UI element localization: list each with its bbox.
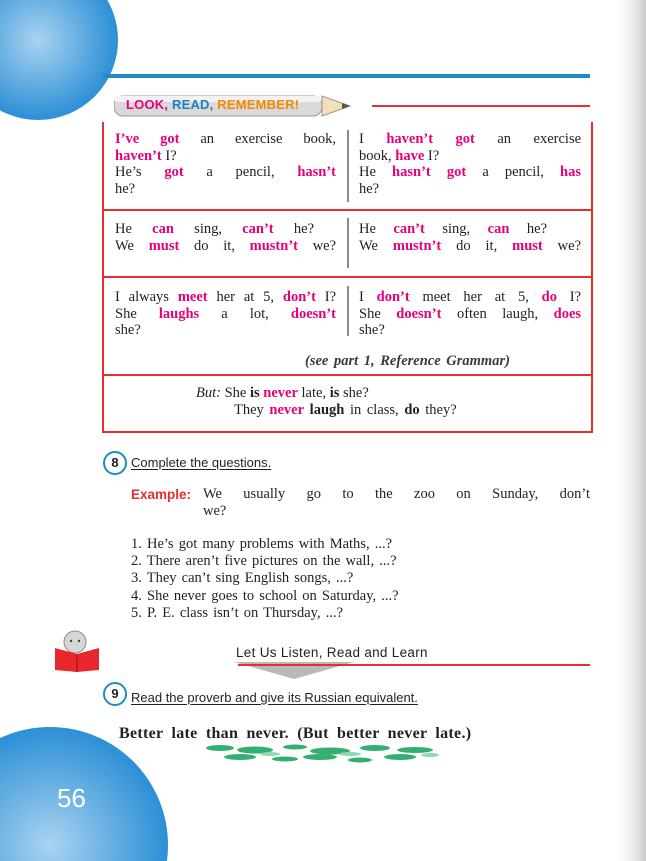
example-line: We usually go to the zoo on Sunday, don’t: [203, 486, 590, 502]
text: sing,: [442, 221, 471, 237]
keyword: don’t: [376, 289, 410, 305]
text: he?: [359, 180, 380, 197]
text: her at 5,: [216, 289, 275, 305]
keyword-bold: laugh: [309, 402, 345, 418]
but-label: But:: [196, 385, 221, 401]
keyword: can’t: [393, 221, 425, 237]
keyword: laughs: [158, 305, 200, 322]
row3-right-cell: [359, 289, 581, 339]
keyword: meet: [177, 289, 208, 305]
text: late,: [301, 385, 327, 401]
keyword: must: [512, 237, 543, 254]
text: He: [115, 221, 132, 237]
text: I: [359, 131, 364, 147]
keyword-bold: is: [329, 385, 340, 401]
text: he?: [526, 221, 548, 237]
text: he?: [115, 180, 136, 197]
task9-number: 9: [103, 682, 127, 706]
row1-right-cell: [359, 131, 581, 197]
text: a pencil,: [206, 164, 275, 180]
keyword: haven’t: [115, 147, 162, 164]
text: I?: [324, 289, 337, 305]
keyword: can’t: [242, 221, 274, 237]
keyword: does: [553, 305, 582, 322]
banner-word-read: READ,: [171, 97, 214, 112]
text: he?: [293, 221, 315, 237]
banner-title: [126, 97, 299, 112]
text: she?: [359, 322, 385, 338]
reference-note: (see part 1, Reference Grammar): [305, 353, 510, 369]
top-rule: [103, 74, 590, 78]
keyword: do: [541, 289, 557, 305]
text: an exercise book,: [200, 131, 336, 147]
question-list: [131, 536, 399, 622]
text: a pencil,: [482, 164, 544, 180]
text: book,: [359, 147, 392, 164]
grass-decoration-icon: [200, 742, 445, 766]
list-item: 3. They can’t sing English songs, ...?: [131, 570, 354, 587]
text: in class,: [349, 402, 399, 418]
banner-word-look: LOOK,: [126, 97, 169, 112]
text: He’s: [115, 164, 142, 180]
text: she?: [115, 322, 141, 338]
keyword: has: [560, 164, 582, 180]
column-divider: [347, 130, 349, 202]
task8-number: 8: [103, 451, 127, 475]
row3-left-cell: [115, 289, 336, 339]
example-label: Example:: [131, 487, 192, 502]
keyword: mustn’t: [392, 237, 442, 254]
text: an exercise: [497, 131, 582, 147]
text: do it,: [194, 237, 235, 254]
row2-right-cell: [359, 221, 581, 254]
row-divider: [104, 209, 591, 211]
text: we?: [312, 237, 337, 254]
text: meet her at 5,: [422, 289, 529, 305]
but-line-1: [196, 385, 369, 402]
keyword-bold: do: [404, 402, 420, 418]
section-title: Let Us Listen, Read and Learn: [236, 645, 428, 660]
list-item: 1. He’s got many problems with Maths, ...?: [131, 536, 393, 552]
list-item: 2. There aren’t five pictures on the wall, ...?: [131, 553, 397, 570]
keyword: never: [269, 402, 305, 418]
banner-word-remember: REMEMBER!: [217, 97, 300, 112]
keyword: hasn’t got: [392, 164, 467, 180]
text: sing,: [194, 221, 222, 237]
keyword: hasn’t: [297, 164, 336, 180]
text: I?: [165, 147, 177, 164]
text: I?: [427, 147, 440, 164]
text: a lot,: [221, 305, 269, 322]
example-line: we?: [203, 503, 227, 519]
text: He: [359, 164, 376, 180]
section-underline: [238, 664, 590, 666]
keyword: have: [395, 147, 425, 164]
keyword: mustn’t: [249, 237, 298, 254]
text: She: [359, 305, 381, 322]
text: we?: [557, 237, 581, 254]
column-divider: [347, 218, 349, 268]
text: I always: [115, 289, 169, 305]
keyword: can: [152, 221, 174, 237]
keyword: must: [148, 237, 180, 254]
keyword: got: [455, 131, 475, 147]
row1-left-cell: [115, 131, 336, 197]
text: often laugh,: [456, 305, 539, 322]
keyword: can: [487, 221, 510, 237]
keyword-bold: is: [249, 385, 260, 401]
text: They: [234, 402, 264, 418]
proverb: Better late than never. (But better never late.): [119, 725, 472, 742]
text: she?: [343, 385, 369, 401]
keyword: got: [164, 164, 184, 180]
keyword: doesn’t: [290, 305, 336, 322]
list-item: 5. P. E. class isn’t on Thursday, ...?: [131, 604, 344, 621]
keyword: doesn’t: [396, 305, 442, 322]
task8-instruction: Complete the questions.: [131, 455, 272, 470]
keyword: I’ve got: [115, 131, 180, 147]
example-text: [203, 486, 590, 520]
text: He: [359, 221, 376, 237]
keyword: haven’t: [386, 131, 434, 147]
text: We: [359, 237, 378, 254]
row2-left-cell: [115, 221, 336, 254]
banner-underline: [372, 105, 590, 107]
task9-instruction: Read the proverb and give its Russian equivalent.: [131, 690, 418, 705]
page-number: 56: [57, 783, 86, 813]
text: She: [115, 305, 137, 322]
keyword: don’t: [282, 289, 316, 305]
but-line-2: [234, 402, 457, 419]
text: I?: [569, 289, 581, 305]
row-divider: [104, 374, 591, 376]
text: She: [224, 385, 247, 401]
text: do it,: [456, 237, 498, 254]
column-divider: [347, 286, 349, 336]
keyword: never: [263, 385, 298, 401]
text: I: [359, 289, 364, 305]
list-item: 4. She never goes to school on Saturday, ...?: [131, 587, 399, 604]
row-divider: [104, 276, 591, 278]
text: We: [115, 237, 134, 254]
reading-child-icon: [55, 628, 105, 672]
text: they?: [425, 402, 457, 418]
